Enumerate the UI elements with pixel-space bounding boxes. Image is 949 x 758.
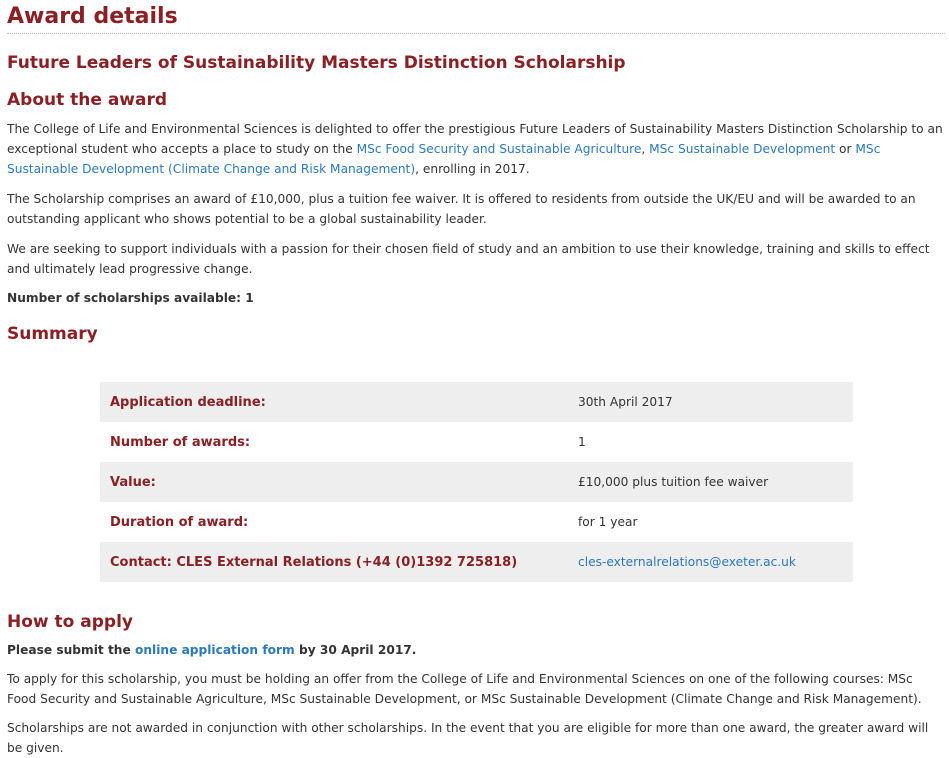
summary-table bbox=[100, 382, 853, 582]
online-application-form-link[interactable]: online application form bbox=[134, 643, 295, 657]
summary-heading: Summary bbox=[7, 324, 98, 344]
award-content bbox=[7, 0, 945, 345]
table-row bbox=[100, 542, 853, 582]
how-to-apply-section bbox=[7, 611, 945, 758]
submit-prefix: Please submit the bbox=[7, 643, 135, 657]
link-msc-climate-change[interactable]: MSc Sustainable Development (Climate Change and Risk Management) bbox=[7, 142, 881, 176]
table-row bbox=[100, 462, 853, 502]
about-paragraph-3: We are seeking to support individuals with a passion for their chosen field of study and an ambition to use their knowledge, training and skills to effect and ultimately lead progressive change. bbox=[7, 242, 930, 276]
page-title: Award details bbox=[7, 0, 945, 34]
about-p1-sep1: , bbox=[641, 142, 650, 156]
about-p1-intro: The College of Life and Environmental Sciences is delighted to offer the prestigious Future Leaders of Sustainability Masters Distinction Scholarship to an exceptional student who accepts a place to study on the bbox=[7, 122, 943, 156]
summary-value: £10,000 plus tuition fee waiver bbox=[578, 462, 853, 502]
table-row bbox=[100, 422, 853, 462]
summary-label: Contact: CLES External Relations (+44 (0)1392 725818) bbox=[100, 542, 578, 582]
contact-email-link[interactable]: cles-externalrelations@exeter.ac.uk bbox=[578, 555, 796, 569]
summary-label: Duration of award: bbox=[110, 514, 249, 530]
submit-suffix: by 30 April 2017. bbox=[294, 643, 417, 657]
summary-value bbox=[578, 542, 853, 582]
conjunction-paragraph: Scholarships are not awarded in conjunction with other scholarships. In the event that you are eligible for more than one award, the greater award will be given. bbox=[7, 721, 929, 755]
summary-label: Value: bbox=[100, 462, 578, 502]
how-to-apply-heading: How to apply bbox=[7, 612, 133, 632]
link-msc-sustainable-development[interactable]: MSc Sustainable Development bbox=[649, 142, 836, 156]
summary-value: for 1 year bbox=[578, 515, 638, 529]
eligibility-paragraph: To apply for this scholarship, you must be holding an offer from the College of Life and Environmental Sciences on one of the following courses: MSc Food Security and Sustainable Agriculture, MSc Sustainable Development, or MSc Sustainable Development (Climate Change and Risk Management). bbox=[7, 672, 922, 706]
submit-instruction bbox=[7, 640, 945, 660]
about-p1-sep2: or bbox=[835, 142, 856, 156]
about-p1-outro: , enrolling in 2017. bbox=[415, 162, 530, 176]
summary-value: 30th April 2017 bbox=[578, 382, 853, 422]
summary-value: 1 bbox=[578, 435, 586, 449]
scholarship-count: Number of scholarships available: 1 bbox=[7, 291, 254, 305]
about-heading: About the award bbox=[7, 90, 168, 110]
table-row bbox=[100, 382, 853, 422]
table-row bbox=[100, 502, 853, 542]
summary-label: Application deadline: bbox=[100, 382, 578, 422]
summary-label: Number of awards: bbox=[110, 434, 251, 450]
about-paragraph-2: The Scholarship comprises an award of £10,000, plus a tuition fee waiver. It is offered to residents from outside the UK/EU and will be awarded to an outstanding applicant who shows potential to be a global sustainability leader. bbox=[7, 192, 916, 226]
scholarship-title: Future Leaders of Sustainability Masters Distinction Scholarship bbox=[7, 53, 626, 73]
about-paragraph-1 bbox=[7, 119, 945, 179]
link-msc-food-security[interactable]: MSc Food Security and Sustainable Agriculture bbox=[356, 142, 642, 156]
